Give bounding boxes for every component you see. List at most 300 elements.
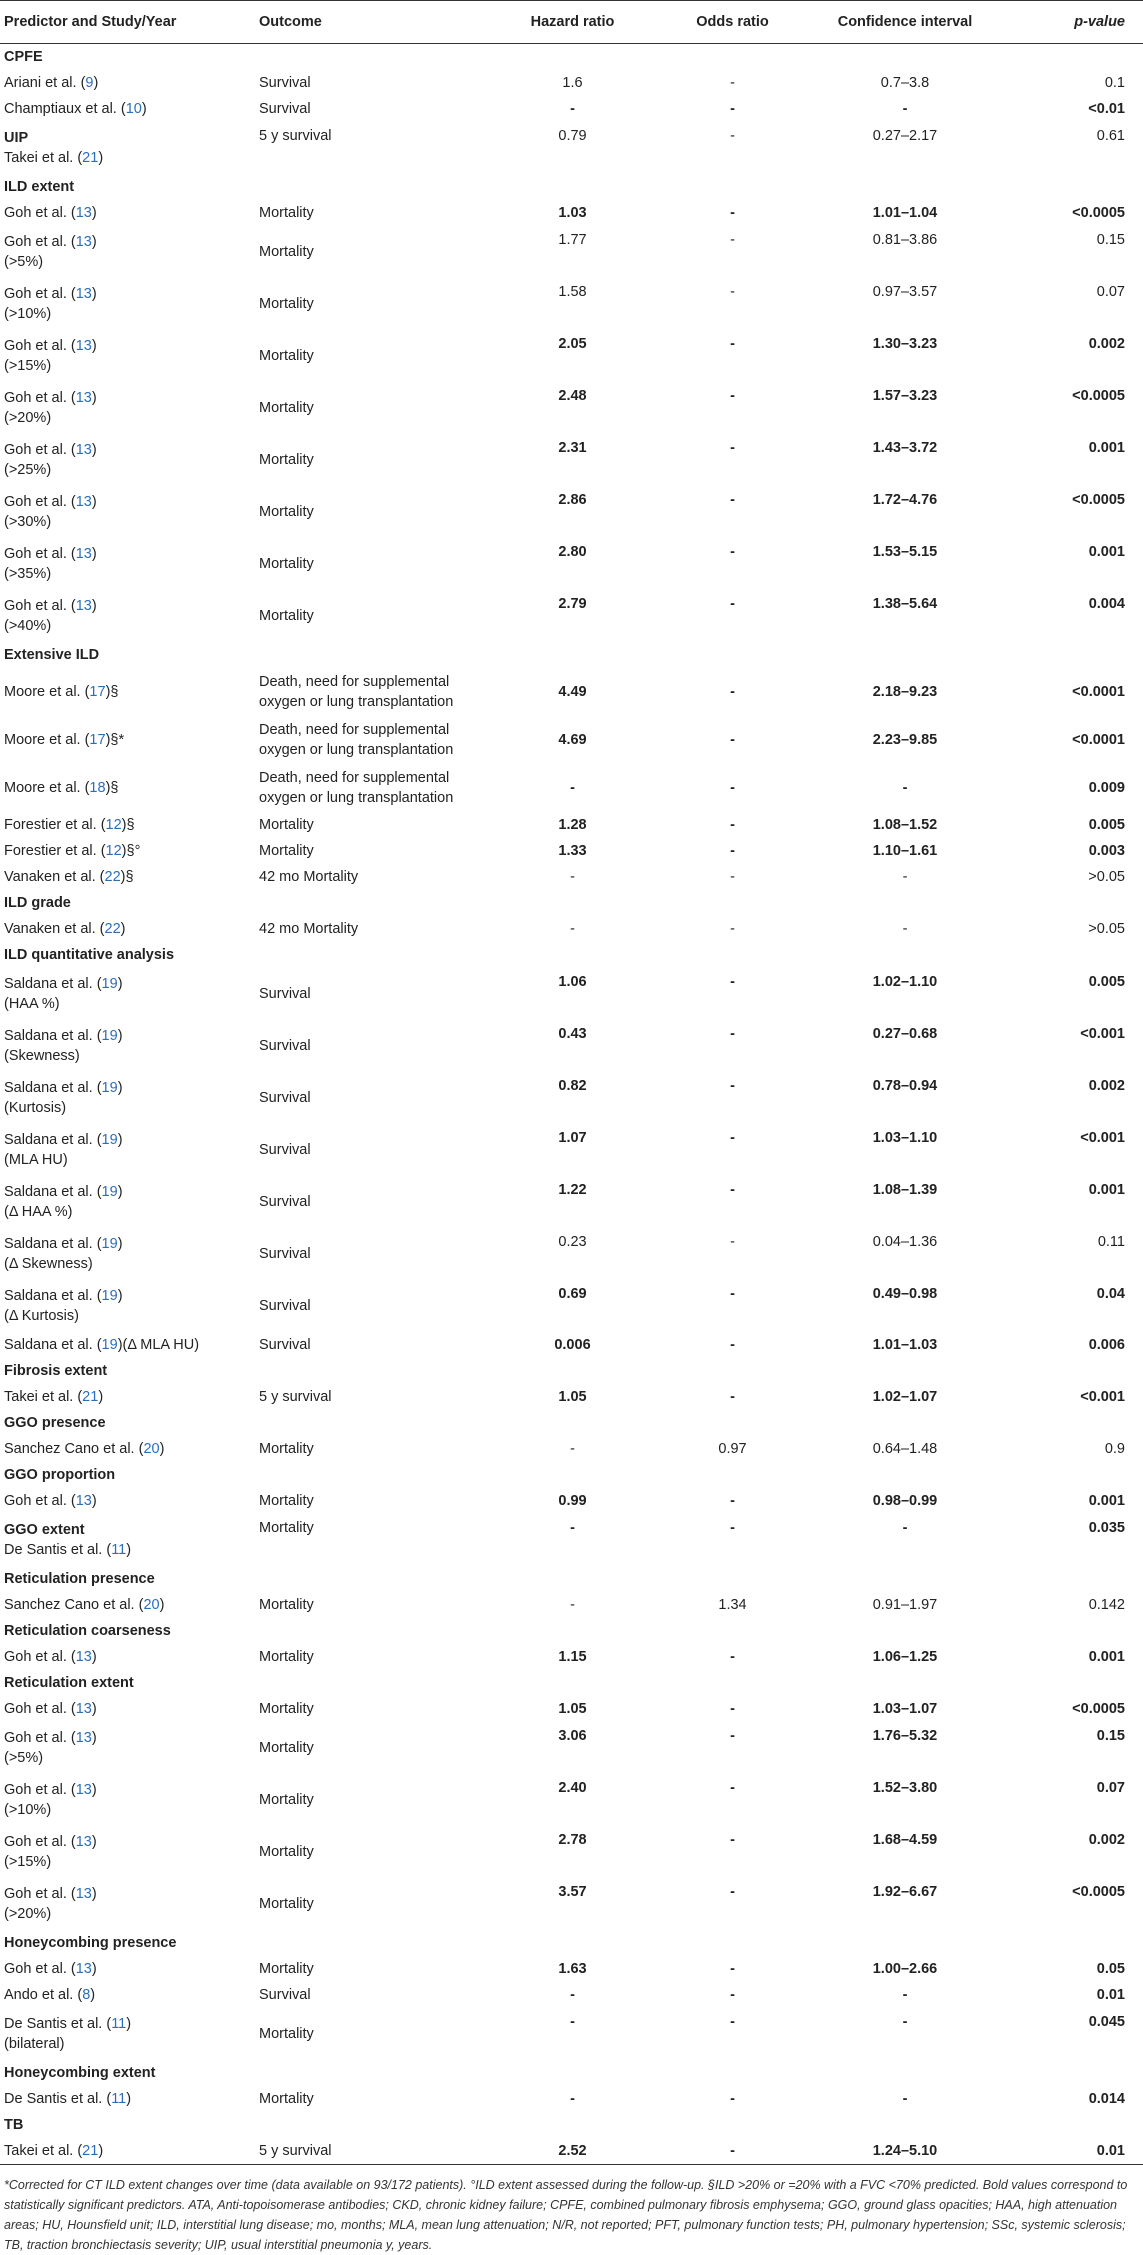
study-cell: [0, 1384, 255, 1410]
study-subgroup: (>5%): [4, 254, 44, 270]
study-suffix: )(Δ MLA HU): [117, 1337, 200, 1353]
confidence-interval-cell: 1.00–2.66: [872, 1961, 938, 1977]
outcome-cell: [255, 382, 485, 434]
study-subgroup: (>25%): [4, 462, 52, 478]
study-name: [4, 73, 251, 93]
outcome-cell: [255, 916, 485, 942]
outcome-cell: [255, 1956, 485, 1982]
table-row: [0, 838, 1143, 864]
odds-ratio-cell: -: [730, 1780, 735, 1796]
category-row: [0, 174, 1143, 200]
reference-link[interactable]: 12: [105, 843, 122, 859]
confidence-interval-cell: -: [902, 1520, 908, 1536]
outcome-cell: [255, 1072, 485, 1124]
category-row: [0, 44, 1143, 71]
outcome-cell: [255, 1124, 485, 1176]
outcome-text: Mortality: [259, 608, 314, 624]
reference-link[interactable]: 11: [111, 1542, 127, 1558]
p-value-cell: 0.1: [1005, 70, 1143, 96]
reference-link[interactable]: 9: [85, 75, 94, 91]
study-name: [4, 1540, 251, 1560]
study-cell: [0, 96, 255, 122]
outcome-text: Survival: [259, 1337, 311, 1353]
reference-link[interactable]: 13: [75, 1730, 92, 1746]
confidence-interval-cell: 1.02–1.10: [872, 974, 938, 990]
p-value-cell: 0.014: [1088, 2091, 1125, 2107]
study-name: [4, 1647, 251, 1667]
reference-link[interactable]: 13: [75, 390, 92, 406]
study-cell: [0, 2008, 255, 2060]
category-label: UIP: [4, 130, 29, 146]
outcome-text: Mortality: [259, 1493, 314, 1509]
study-author: Goh et al. (: [4, 286, 76, 302]
study-suffix: ): [91, 546, 97, 562]
outcome-text: Survival: [259, 1298, 311, 1314]
odds-ratio-cell: -: [660, 668, 805, 716]
reference-link[interactable]: 13: [75, 205, 92, 221]
odds-ratio-cell: -: [660, 122, 805, 174]
odds-ratio-cell: -: [660, 1332, 805, 1358]
p-value-cell: >0.05: [1088, 869, 1125, 885]
p-value-cell: <0.01: [1088, 101, 1125, 117]
study-author: Goh et al. (: [4, 1834, 76, 1850]
category-label: ILD quantitative analysis: [0, 942, 1143, 968]
reference-link[interactable]: 13: [75, 1886, 92, 1902]
outcome-cell: [255, 96, 485, 122]
col-header-p-value: p-value: [1005, 1, 1143, 44]
study-suffix: ): [91, 390, 97, 406]
study-name: [4, 1026, 251, 1046]
outcome-cell: [255, 122, 485, 174]
reference-link[interactable]: 19: [101, 1288, 118, 1304]
study-suffix: ): [91, 598, 97, 614]
study-name: [4, 1234, 251, 1254]
table-row: [0, 716, 1143, 764]
odds-ratio-cell: -: [730, 1078, 735, 1094]
category-label: Reticulation presence: [0, 1566, 1143, 1592]
study-subgroup: (>20%): [4, 1906, 52, 1922]
p-value-cell: <0.0005: [1005, 382, 1143, 434]
odds-ratio-cell: -: [730, 732, 735, 748]
study-author: Saldana et al. (: [4, 1132, 102, 1148]
confidence-interval-cell: 1.01–1.03: [805, 1332, 1005, 1358]
study-name: [4, 1959, 251, 1979]
p-value-cell: 0.003: [1005, 838, 1143, 864]
confidence-interval-cell: -: [902, 101, 908, 117]
study-name: [4, 2014, 251, 2034]
p-value-cell: 0.05: [1096, 1961, 1125, 1977]
outcome-cell: [255, 764, 485, 812]
p-value-cell: 0.142: [1088, 1597, 1125, 1613]
reference-link[interactable]: 22: [104, 921, 121, 937]
reference-link[interactable]: 19: [101, 1132, 118, 1148]
outcome-text: Survival: [259, 1194, 311, 1210]
study-author: Saldana et al. (: [4, 976, 102, 992]
table-row: [0, 70, 1143, 96]
study-cell: [0, 1488, 255, 1514]
study-subgroup: (Δ Kurtosis): [4, 1308, 79, 1324]
outcome-cell: [255, 1384, 485, 1410]
hazard-ratio-cell: -: [485, 764, 660, 812]
table-row: [0, 1592, 1143, 1618]
reference-link[interactable]: 13: [75, 598, 92, 614]
reference-link[interactable]: 11: [111, 2091, 127, 2107]
reference-link[interactable]: 13: [75, 1493, 92, 1509]
outcome-cell: [255, 1176, 485, 1228]
table-row: [0, 538, 1143, 590]
study-suffix: ): [91, 1782, 97, 1798]
confidence-interval-cell: 0.49–0.98: [872, 1286, 938, 1302]
confidence-interval-cell: 1.02–1.07: [805, 1384, 1005, 1410]
reference-link[interactable]: 17: [89, 684, 106, 700]
outcome-cell: [255, 968, 485, 1020]
hazard-ratio-cell: -: [570, 869, 575, 885]
reference-link[interactable]: 8: [82, 1987, 91, 2003]
hazard-ratio-cell: 4.69: [558, 732, 587, 748]
table-row: [0, 2086, 1143, 2112]
study-cell: [0, 1436, 255, 1462]
study-author: De Santis et al. (: [4, 1542, 112, 1558]
hazard-ratio-cell: 0.79: [485, 122, 660, 174]
p-value-cell: 0.002: [1088, 336, 1125, 352]
reference-link[interactable]: 21: [82, 150, 99, 166]
reference-link[interactable]: 13: [75, 338, 92, 354]
hazard-ratio-cell: 2.48: [485, 382, 660, 434]
odds-ratio-cell: -: [730, 1649, 735, 1665]
p-value-cell: 0.001: [1088, 440, 1125, 456]
reference-link[interactable]: 13: [75, 494, 92, 510]
outcome-text: Survival: [259, 1987, 311, 2003]
confidence-interval-cell: 1.03–1.07: [872, 1701, 938, 1717]
study-author: Takei et al. (: [4, 2143, 83, 2159]
odds-ratio-cell: -: [660, 1826, 805, 1878]
study-suffix: ): [93, 75, 99, 91]
study-subgroup: (>30%): [4, 514, 52, 530]
category-row: [0, 1462, 1143, 1488]
category-row: [0, 890, 1143, 916]
study-name: [4, 388, 251, 408]
table-row: [0, 1644, 1143, 1670]
table-row: [0, 200, 1143, 226]
study-author: Goh et al. (: [4, 1649, 76, 1665]
outcome-cell: [255, 2138, 485, 2165]
reference-link[interactable]: 12: [105, 817, 122, 833]
study-cell: [0, 1280, 255, 1332]
outcome-text: Mortality: [259, 817, 314, 833]
confidence-interval-cell: -: [805, 764, 1005, 812]
study-suffix: ): [117, 1080, 123, 1096]
category-label: GGO proportion: [4, 1467, 116, 1483]
study-name: [4, 1832, 251, 1852]
study-cell: [0, 538, 255, 590]
table-row: [0, 1020, 1143, 1072]
outcome-text: Mortality: [259, 1792, 314, 1808]
outcome-text: Mortality: [259, 2091, 314, 2107]
reference-link[interactable]: 13: [75, 1834, 92, 1850]
study-subgroup: (>15%): [4, 1854, 52, 1870]
outcome-text: Mortality: [259, 1844, 314, 1860]
study-cell: [0, 278, 255, 330]
hazard-ratio-cell: 2.86: [485, 486, 660, 538]
study-name: [4, 1286, 251, 1306]
reference-link[interactable]: 21: [82, 2143, 99, 2159]
confidence-interval-cell: 1.08–1.52: [872, 817, 938, 833]
outcome-text: 42 mo Mortality: [259, 869, 359, 885]
outcome-text: Mortality: [259, 296, 314, 312]
outcome-cell: [255, 434, 485, 486]
outcome-text: Mortality: [259, 1896, 314, 1912]
study-cell: [0, 1878, 255, 1930]
category-label: Honeycombing extent: [0, 2060, 1143, 2086]
outcome-text: Mortality: [259, 504, 314, 520]
hazard-ratio-cell: 1.05: [485, 1384, 660, 1410]
study-name: [4, 682, 251, 702]
outcome-cell: [255, 716, 485, 764]
outcome-cell: [255, 668, 485, 716]
odds-ratio-cell: -: [730, 817, 735, 833]
study-author: Moore et al. (: [4, 780, 90, 796]
table-row: [0, 1124, 1143, 1176]
hazard-ratio-cell: 3.57: [558, 1884, 587, 1900]
study-author: Vanaken et al. (: [4, 869, 105, 885]
study-name: [4, 284, 251, 304]
hazard-ratio-cell: 1.05: [558, 1701, 587, 1717]
study-author: Goh et al. (: [4, 546, 76, 562]
confidence-interval-cell: 1.01–1.04: [805, 200, 1005, 226]
reference-link[interactable]: 20: [143, 1441, 160, 1457]
study-suffix: ): [117, 1236, 123, 1252]
odds-ratio-cell: -: [660, 278, 805, 330]
study-cell: [0, 838, 255, 864]
table-row: [0, 1878, 1143, 1930]
reference-link[interactable]: 20: [143, 1597, 160, 1613]
study-author: Goh et al. (: [4, 1886, 76, 1902]
p-value-cell: 0.002: [1005, 1826, 1143, 1878]
reference-link[interactable]: 13: [75, 546, 92, 562]
odds-ratio-cell: -: [660, 382, 805, 434]
p-value-cell: 0.006: [1005, 1332, 1143, 1358]
outcome-cell: [255, 1488, 485, 1514]
confidence-interval-cell: 0.98–0.99: [805, 1488, 1005, 1514]
reference-link[interactable]: 13: [75, 1649, 92, 1665]
study-author: Forestier et al. (: [4, 817, 106, 833]
p-value-cell: 0.01: [1005, 2138, 1143, 2165]
reference-link[interactable]: 22: [104, 869, 121, 885]
odds-ratio-cell: -: [730, 974, 735, 990]
hazard-ratio-cell: 0.23: [485, 1228, 660, 1280]
hazard-ratio-cell: 1.15: [558, 1649, 587, 1665]
confidence-interval-cell: 1.10–1.61: [805, 838, 1005, 864]
outcome-text: Death, need for supplemental: [259, 770, 450, 786]
outcome-cell: [255, 2008, 485, 2060]
study-suffix: ): [91, 494, 97, 510]
table-row: [0, 668, 1143, 716]
table-row: [0, 1982, 1143, 2008]
table-row: [0, 226, 1143, 278]
outcome-text: Mortality: [259, 1597, 314, 1613]
outcome-text: Survival: [259, 986, 311, 1002]
table-row: [0, 1072, 1143, 1124]
study-suffix: )§: [105, 780, 119, 796]
p-value-cell: 0.07: [1005, 278, 1143, 330]
odds-ratio-cell: -: [660, 70, 805, 96]
reference-link[interactable]: 19: [101, 976, 118, 992]
study-name: [4, 841, 251, 861]
confidence-interval-cell: 1.57–3.23: [805, 382, 1005, 434]
hazard-ratio-cell: 2.52: [485, 2138, 660, 2165]
study-author: Goh et al. (: [4, 494, 76, 510]
study-author: Goh et al. (: [4, 1961, 76, 1977]
p-value-cell: <0.0001: [1005, 668, 1143, 716]
reference-link[interactable]: 13: [75, 286, 92, 302]
study-suffix: ): [159, 1597, 165, 1613]
odds-ratio-cell: -: [730, 1182, 735, 1198]
reference-link[interactable]: 19: [101, 1236, 118, 1252]
study-subgroup: (Δ HAA %): [4, 1204, 73, 1220]
confidence-interval-cell: 0.7–3.8: [805, 70, 1005, 96]
confidence-interval-cell: 0.64–1.48: [805, 1436, 1005, 1462]
study-suffix: ): [98, 2143, 104, 2159]
reference-link[interactable]: 13: [75, 234, 92, 250]
reference-link[interactable]: 13: [75, 1701, 92, 1717]
reference-link[interactable]: 11: [111, 2016, 127, 2032]
study-suffix: ): [91, 1886, 97, 1902]
table-row: [0, 1332, 1143, 1358]
outcome-text: 42 mo Mortality: [259, 921, 359, 937]
hazard-ratio-cell: 1.28: [558, 817, 587, 833]
study-suffix: ): [98, 1389, 104, 1405]
hazard-ratio-cell: 1.33: [485, 838, 660, 864]
study-cell: [0, 968, 255, 1020]
study-suffix: ): [91, 205, 97, 221]
p-value-cell: 0.045: [1088, 2014, 1125, 2030]
table-row: [0, 1826, 1143, 1878]
study-suffix: )§°: [121, 843, 141, 859]
study-cell: [0, 1228, 255, 1280]
p-value-cell: 0.004: [1005, 590, 1143, 642]
outcome-text: Mortality: [259, 452, 314, 468]
odds-ratio-cell: 0.97: [660, 1436, 805, 1462]
p-value-cell: 0.001: [1088, 544, 1125, 560]
outcome-text: Mortality: [259, 1649, 314, 1665]
hazard-ratio-cell: 3.06: [485, 1722, 660, 1774]
reference-link[interactable]: 13: [75, 1782, 92, 1798]
outcome-cell: [255, 330, 485, 382]
reference-link[interactable]: 19: [101, 1080, 118, 1096]
reference-link[interactable]: 13: [75, 1961, 92, 1977]
p-value-cell: <0.0005: [1072, 1884, 1125, 1900]
table-row: [0, 590, 1143, 642]
category-label: Reticulation coarseness: [0, 1618, 1143, 1644]
study-author: Takei et al. (: [4, 150, 83, 166]
hazard-ratio-cell: 1.63: [558, 1961, 587, 1977]
p-value-cell: 0.15: [1096, 232, 1125, 248]
hazard-ratio-cell: 1.22: [558, 1182, 587, 1198]
confidence-interval-cell: 1.24–5.10: [805, 2138, 1005, 2165]
study-author: Moore et al. (: [4, 732, 90, 748]
study-subgroup: (>35%): [4, 566, 52, 582]
p-value-cell: 0.01: [1005, 1982, 1143, 2008]
odds-ratio-cell: -: [730, 1701, 735, 1717]
reference-link[interactable]: 18: [89, 780, 106, 796]
outcome-text: Death, need for supplemental: [259, 674, 450, 690]
hazard-ratio-cell: -: [485, 1982, 660, 2008]
study-cell: [0, 764, 255, 812]
outcome-cell: [255, 1280, 485, 1332]
category-row: [0, 1514, 1143, 1566]
reference-link[interactable]: 13: [75, 442, 92, 458]
category-label: Reticulation extent: [0, 1670, 1143, 1696]
study-suffix: )§: [105, 684, 119, 700]
category-label: ILD grade: [0, 890, 1143, 916]
study-cell: [0, 1956, 255, 1982]
study-name: [4, 336, 251, 356]
confidence-interval-cell: 1.08–1.39: [872, 1182, 938, 1198]
odds-ratio-cell: -: [730, 544, 735, 560]
study-suffix: ): [98, 150, 104, 166]
study-cell: [0, 1072, 255, 1124]
study-name: [4, 1439, 251, 1459]
reference-link[interactable]: 19: [101, 1028, 118, 1044]
study-cell: [0, 382, 255, 434]
p-value-cell: 0.002: [1088, 1078, 1125, 1094]
study-subgroup: (>10%): [4, 1802, 52, 1818]
reference-link[interactable]: 10: [125, 101, 142, 117]
odds-ratio-cell: -: [730, 1286, 735, 1302]
hazard-ratio-cell: 1.06: [558, 974, 587, 990]
outcome-text: 5 y survival: [259, 2143, 332, 2159]
outcome-text: Mortality: [259, 348, 314, 364]
hazard-ratio-cell: -: [570, 101, 575, 117]
hazard-ratio-cell: -: [570, 1597, 575, 1613]
outcome-cell: [255, 1826, 485, 1878]
confidence-interval-cell: 0.04–1.36: [805, 1228, 1005, 1280]
p-value-cell: <0.0001: [1072, 732, 1125, 748]
outcome-cell: [255, 1722, 485, 1774]
table-row: [0, 434, 1143, 486]
category-row: [0, 1358, 1143, 1384]
study-cell: [0, 2138, 255, 2165]
odds-ratio-cell: -: [730, 232, 735, 248]
study-cell: [0, 434, 255, 486]
confidence-interval-cell: 0.81–3.86: [872, 232, 938, 248]
reference-link[interactable]: 19: [101, 1337, 118, 1353]
outcome-cell: [255, 200, 485, 226]
study-author: Goh et al. (: [4, 1730, 76, 1746]
odds-ratio-cell: -: [660, 486, 805, 538]
reference-link[interactable]: 19: [101, 1184, 118, 1200]
category-label: ILD extent: [4, 179, 75, 195]
table-row: [0, 2138, 1143, 2165]
outcome-text: Mortality: [259, 1441, 314, 1457]
study-cell: [0, 226, 255, 278]
study-author: Goh et al. (: [4, 338, 76, 354]
study-subgroup: (MLA HU): [4, 1152, 68, 1168]
p-value-cell: >0.05: [1088, 921, 1125, 937]
table-row: [0, 1176, 1143, 1228]
outcome-cell: [255, 1644, 485, 1670]
reference-link[interactable]: 17: [89, 732, 106, 748]
reference-link[interactable]: 21: [82, 1389, 99, 1405]
odds-ratio-cell: -: [660, 590, 805, 642]
table-row: [0, 1280, 1143, 1332]
study-name: [4, 1728, 251, 1748]
study-cell: [0, 1826, 255, 1878]
hazard-ratio-cell: 1.07: [485, 1124, 660, 1176]
study-subgroup: (>15%): [4, 358, 52, 374]
study-subgroup: (Δ Skewness): [4, 1256, 93, 1272]
study-name: [4, 1130, 251, 1150]
